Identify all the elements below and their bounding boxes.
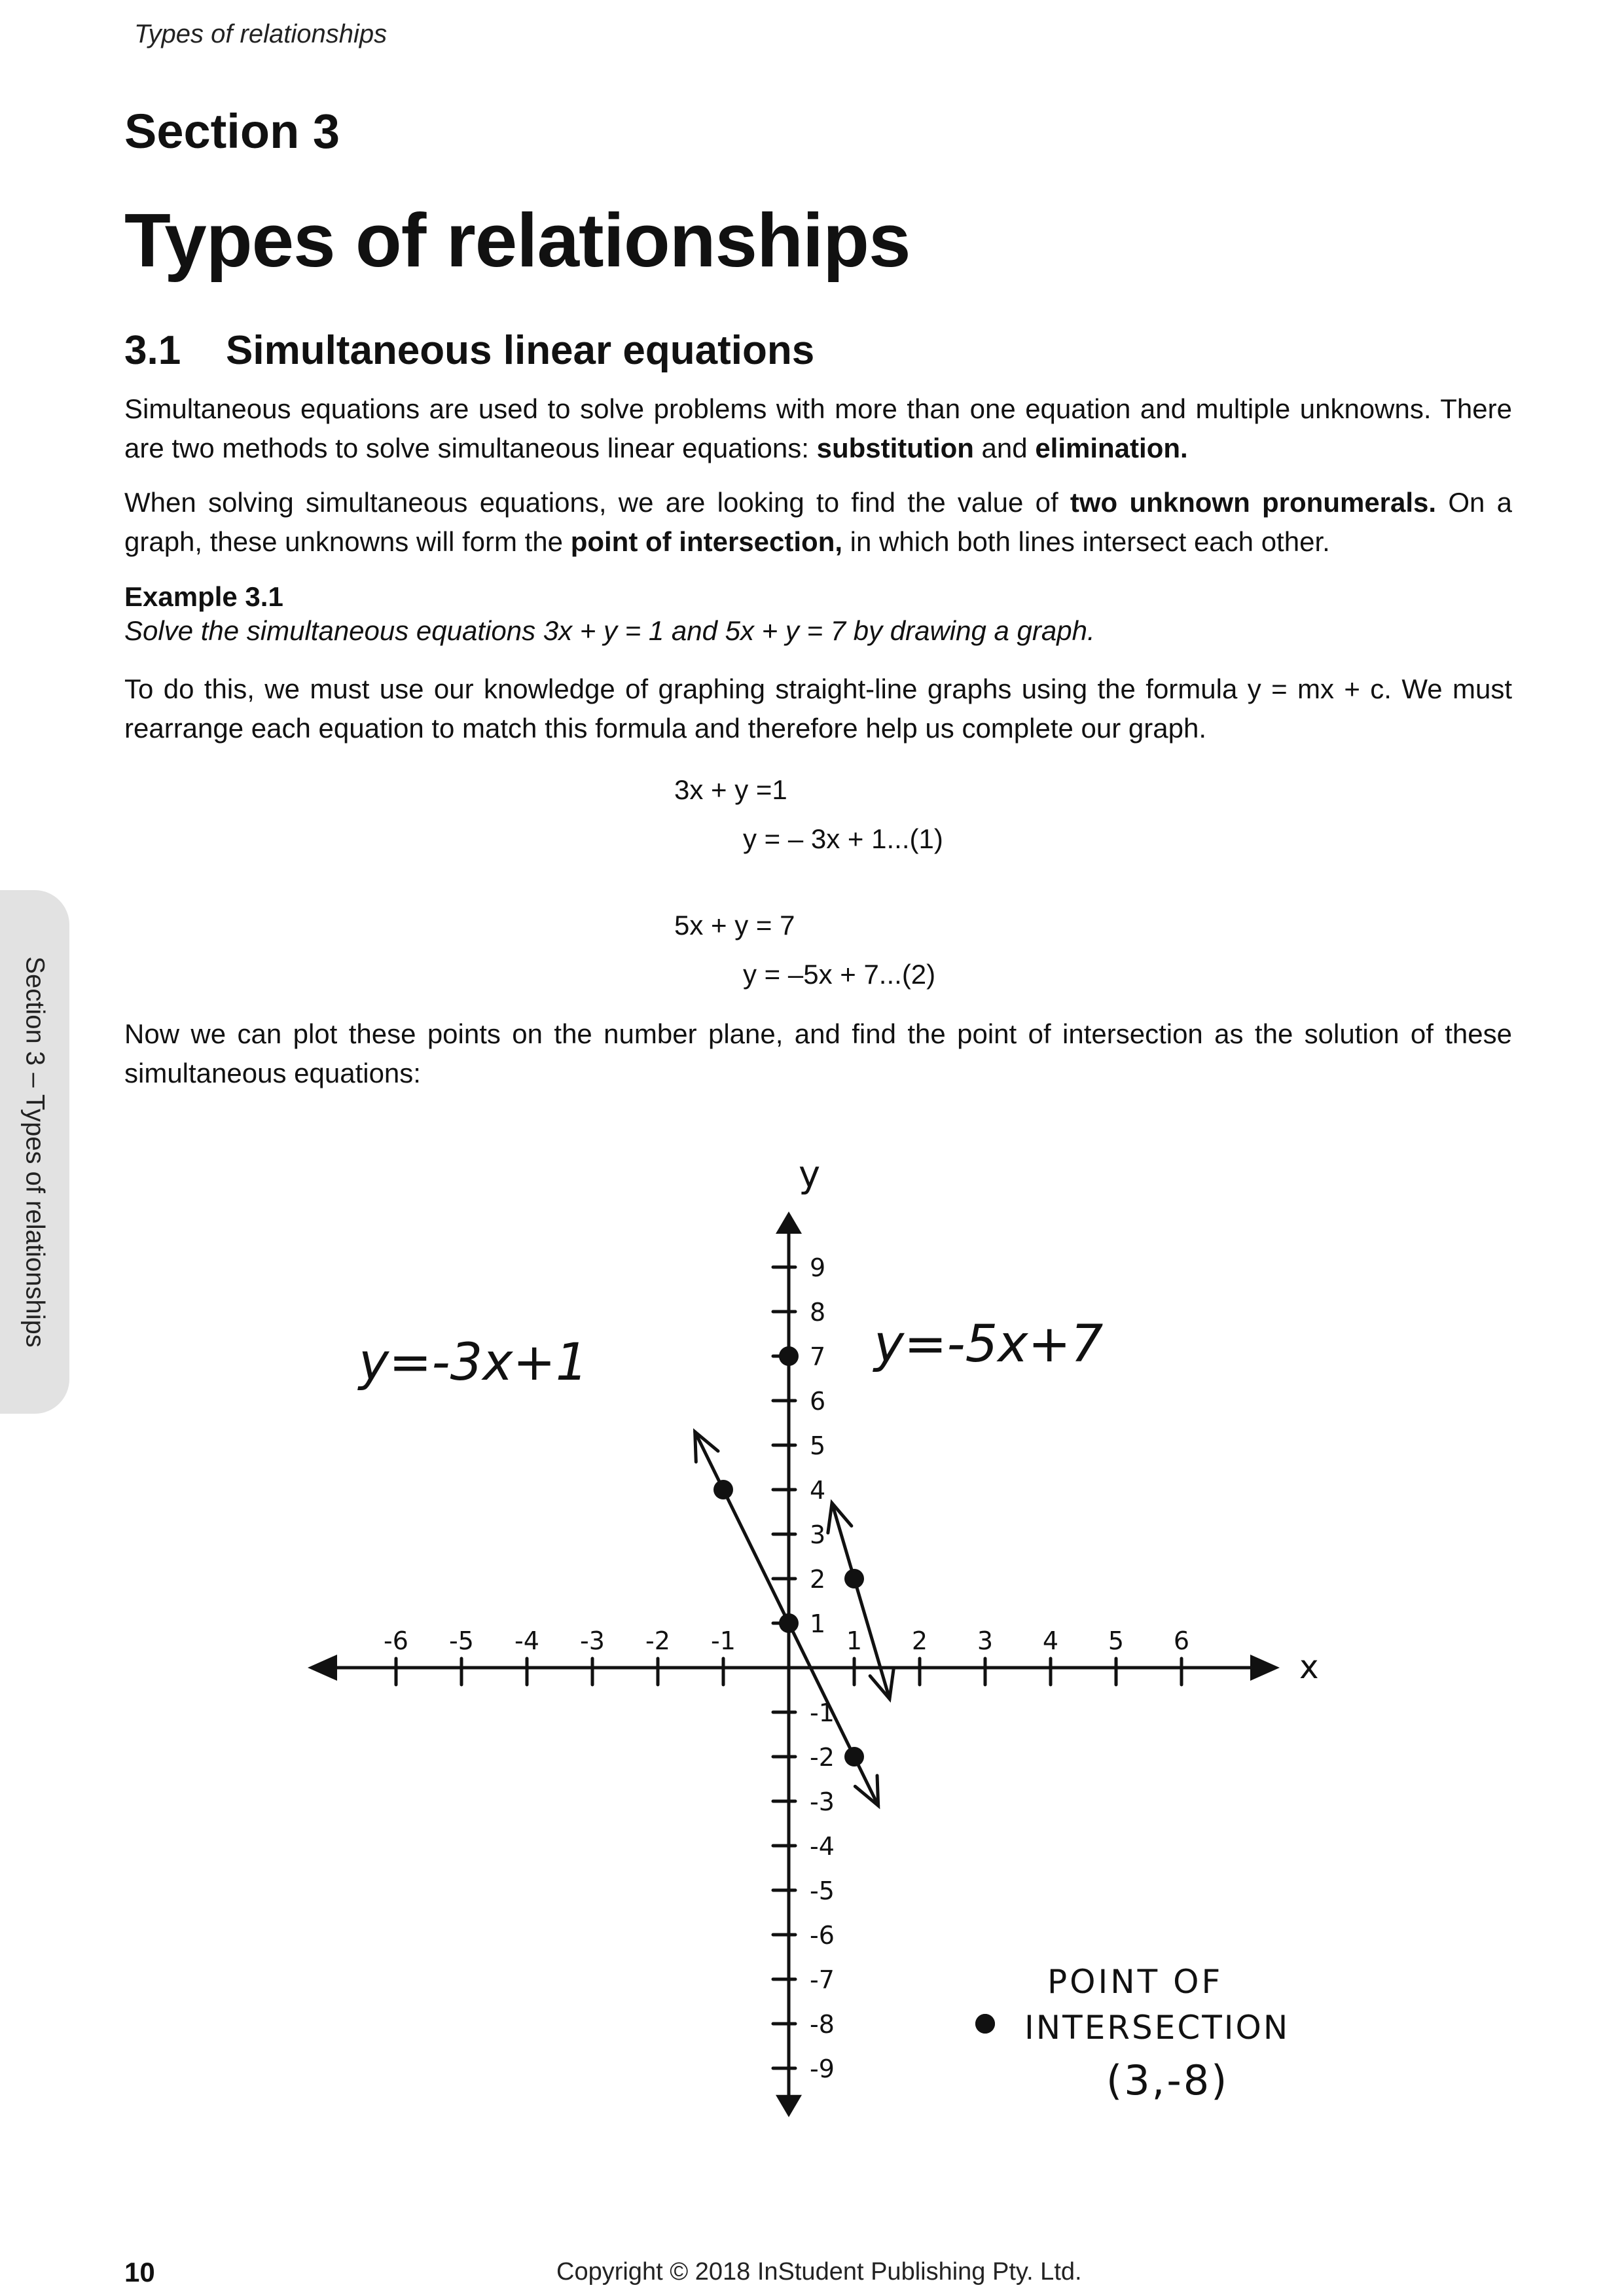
x-tick-label: -2 [645, 1626, 670, 1655]
x-tick-label: 4 [1042, 1626, 1059, 1655]
para1-text1: Simultaneous equations are used to solve problems with more than one equation and multiple unknowns. There are two methods to solve simultaneous linear equations: [124, 393, 1512, 463]
y-tick-label: 9 [810, 1253, 826, 1282]
para2-bold2: point of intersection, [570, 526, 843, 557]
y-tick-label: -6 [810, 1921, 835, 1950]
para2-text1: When solving simultaneous equations, we are looking to find the value of [124, 487, 1070, 518]
para2-bold1: two unknown pronumerals. [1070, 487, 1437, 518]
series-label-line-1: y=-3x+1 [359, 1333, 588, 1392]
subsection-number: 3.1 [124, 328, 181, 373]
y-tick-label: -5 [810, 1876, 835, 1905]
example-text: Solve the simultaneous equations 3x + y = 1 and 5x + y = 7 by drawing a graph. [124, 615, 1095, 646]
series-label-line-2: y=-5x+7 [874, 1315, 1104, 1374]
y-tick-label: -9 [810, 2054, 835, 2083]
y-axis-top-arrow [776, 1211, 802, 1234]
equation-1: 3x + y =1 [674, 774, 787, 805]
equation-2: 5x + y = 7 [674, 910, 795, 941]
data-point [779, 1613, 799, 1633]
y-tick-label: 7 [810, 1342, 826, 1371]
annotation-line-2: INTERSECTION [1024, 2009, 1290, 2047]
annotation-line-1: POINT OF [1047, 1963, 1223, 2001]
para1-bold-elimination: elimination. [1035, 433, 1188, 463]
series-line [832, 1503, 890, 1698]
y-tick-label: 4 [810, 1476, 826, 1505]
copyright-notice: Copyright © 2018 InStudent Publishing Pty. Ltd. [556, 2258, 1082, 2286]
running-head: Types of relationships [134, 20, 388, 48]
data-point [844, 1569, 864, 1588]
data-point [975, 2014, 995, 2034]
example-label: Example 3.1 [124, 581, 283, 612]
para1-bold-substitution: substitution [816, 433, 974, 463]
para1-text2: and [973, 433, 1036, 463]
y-tick-label: -8 [810, 2010, 835, 2039]
x-tick-label: -6 [384, 1626, 408, 1655]
x-tick-label: 2 [911, 1626, 928, 1655]
data-point [779, 1346, 799, 1366]
y-tick-label: -2 [810, 1743, 835, 1772]
x-axis-right-arrow [1250, 1655, 1280, 1681]
paragraph-plot: Now we can plot these points on the number plane, and find the point of intersection as the solution of these simultaneous equations: [124, 1018, 1512, 1088]
y-axis-label: y [799, 1153, 821, 1196]
x-tick-label: 1 [846, 1626, 863, 1655]
x-tick-label: -1 [711, 1626, 736, 1655]
y-tick-label: 5 [810, 1431, 826, 1460]
side-tab-label: Section 3 – Types of relationships [20, 956, 50, 1348]
y-axis-bottom-arrow [776, 2095, 802, 2117]
y-tick-label: 8 [810, 1298, 826, 1327]
data-point [844, 1747, 864, 1767]
subsection-title: Simultaneous linear equations [226, 328, 815, 373]
y-tick-label: -7 [810, 1965, 835, 1994]
y-tick-label: 2 [810, 1565, 826, 1594]
y-tick-label: -3 [810, 1787, 835, 1816]
y-tick-label: 1 [810, 1609, 826, 1638]
y-tick-label: 3 [810, 1520, 826, 1549]
equation-2-rearranged: y = –5x + 7...(2) [743, 959, 936, 990]
para2-text3: in which both lines intersect each other. [842, 526, 1330, 557]
x-axis-left-arrow [308, 1655, 337, 1681]
x-tick-label: -4 [514, 1626, 539, 1655]
data-point [713, 1480, 733, 1499]
page-number: 10 [124, 2257, 155, 2287]
section-label: Section 3 [124, 104, 340, 158]
x-tick-label: 6 [1173, 1626, 1190, 1655]
x-tick-label: -5 [449, 1626, 474, 1655]
annotation-coordinates: (3,-8) [1106, 2056, 1229, 2104]
y-tick-label: 6 [810, 1387, 826, 1416]
para2-text2: On a graph, these unknowns will form the [124, 487, 1512, 557]
x-axis-label: x [1299, 1648, 1319, 1686]
y-tick-label: -4 [810, 1832, 835, 1861]
chapter-title: Types of relationships [124, 198, 911, 283]
paragraph-method: To do this, we must use our knowledge of graphing straight-line graphs using the formula y = mx + c. We must rearrange each equation to match this formula and therefore help us complete our graph. [124, 673, 1512, 744]
equation-1-rearranged: y = – 3x + 1...(1) [743, 823, 943, 854]
y-tick-label: -1 [810, 1698, 835, 1727]
x-tick-label: -3 [580, 1626, 605, 1655]
x-tick-label: 3 [977, 1626, 994, 1655]
x-tick-label: 5 [1108, 1626, 1125, 1655]
